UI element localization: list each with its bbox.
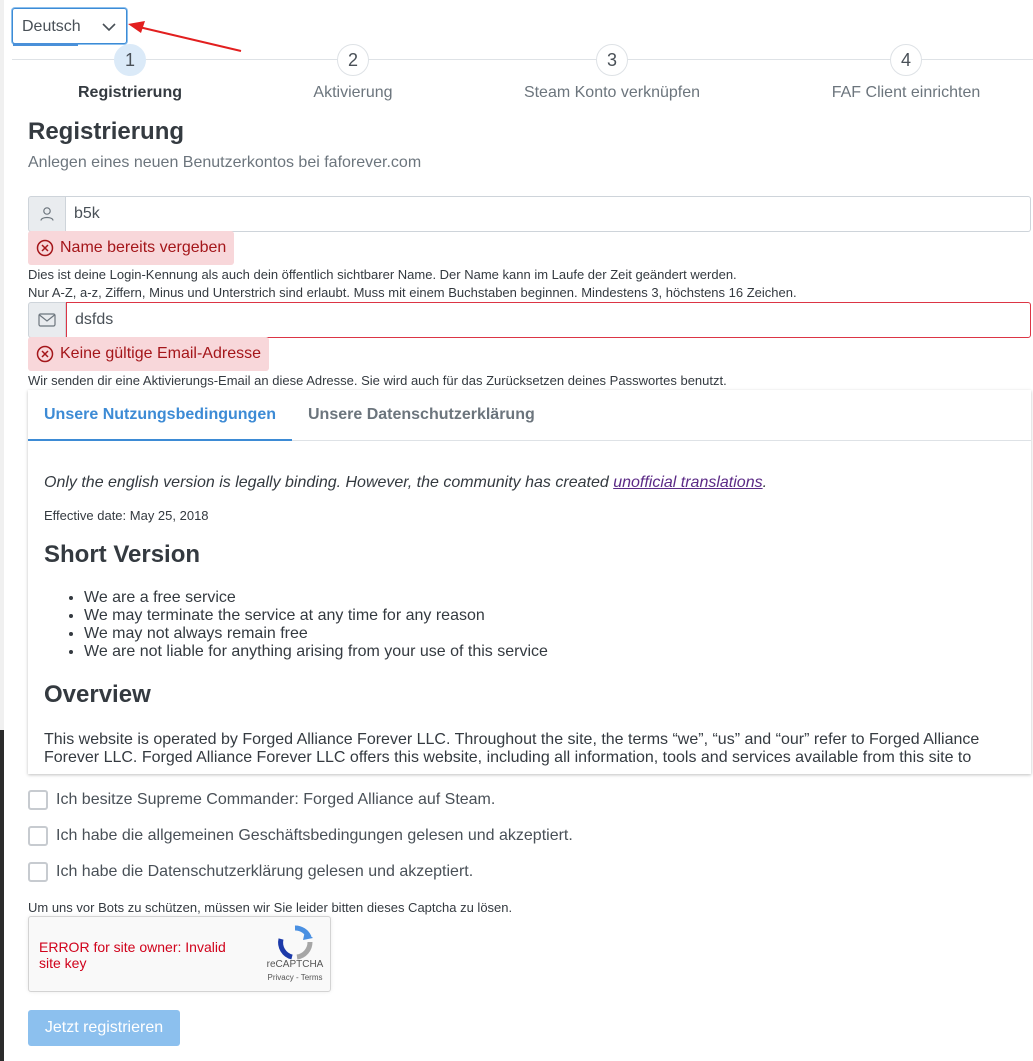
circle-x-icon [36,239,54,257]
step-label: Steam Konto verknüpfen [523,84,701,101]
step-faf-client [806,44,1006,102]
captcha-separator: - [293,973,301,982]
step-registrierung [30,44,230,102]
page-subtitle: Anlegen eines neuen Benutzerkontos bei faforever.com [28,154,422,171]
overview-text: This website is operated by Forged Alliance Forever LLC. Throughout the site, the terms “we”, “us” and “our” refer to Forged Alliance Forever LLC. Forged Alliance Forever LLC offers this website, including all information, tools and services available from this site to [44,731,980,766]
captcha-links [249,973,341,982]
email-addon [28,302,66,338]
background-window-dark-area [0,730,4,1061]
checkbox-box[interactable] [28,826,48,846]
email-input[interactable] [66,302,1031,338]
checkbox-box[interactable] [28,790,48,810]
step-label: Aktivierung [313,84,393,101]
checkbox-label: Ich besitze Supreme Commander: Forged Alliance auf Steam. [56,791,496,808]
email-hint: Wir senden dir eine Aktivierungs-Email an diese Adresse. Sie wird auch für das Zurücksetzen deines Passwortes benutzt. [28,373,727,388]
checkbox-steam[interactable] [28,790,495,810]
username-input[interactable] [66,196,1031,232]
terms-tabs [28,390,1031,441]
checkbox-datenschutz[interactable] [28,862,473,882]
terms-note-prefix: Only the english version is legally binding. However, the community has created [44,474,614,491]
captcha-brand: reCAPTCHA [266,959,324,970]
terms-content [44,474,1004,767]
circle-x-icon [36,345,54,363]
register-button[interactable]: Jetzt registrieren [28,1010,180,1046]
step-number: 4 [890,44,922,76]
username-group [28,196,1031,232]
username-error-text: Name bereits vergeben [60,239,227,256]
overview-heading: Overview [44,681,151,708]
email-error-text: Keine gültige Email-Adresse [60,345,261,362]
step-number: 2 [337,44,369,76]
checkbox-label: Ich habe die Datenschutzerklärung gelesen und akzeptiert. [56,863,474,880]
email-group [28,302,1031,338]
username-hint-1: Dies ist deine Login-Kennung als auch dein öffentlich sichtbarer Name. Der Name kann im Laufe der Zeit geändert werden. [28,267,737,282]
active-tab-indicator [28,439,292,441]
list-item: • We may not always remain free [84,625,1004,643]
unofficial-translations-link[interactable]: unofficial translations [613,474,763,491]
terms-note [44,474,1004,492]
step-number: 1 [114,44,146,76]
list-item: • We are a free service [84,589,1004,607]
tab-datenschutzerklaerung[interactable]: Unsere Datenschutzerklärung [308,406,535,423]
captcha-terms-link[interactable]: Terms [300,973,323,982]
checkbox-agb[interactable] [28,826,573,846]
checkbox-label: Ich habe die allgemeinen Geschäftsbedingungen gelesen und akzeptiert. [56,827,573,844]
username-hint-2: Nur A-Z, a-z, Ziffern, Minus und Unterstrich sind erlaubt. Muss mit einem Buchstaben beginnen. Mindestens 3, höchstens 16 Zeichen. [28,285,797,300]
short-version-heading: Short Version [44,541,201,568]
user-icon [39,206,55,222]
username-addon [28,196,66,232]
step-label: FAF Client einrichten [831,84,981,101]
list-item: • We may terminate the service at any time for any reason [84,607,1004,625]
email-error [28,337,269,371]
recaptcha-widget[interactable] [28,916,331,992]
captcha-error: ERROR for site owner: Invalid site key [39,939,226,971]
step-steam [512,44,712,102]
list-item: • We are not liable for anything arising from your use of this service [84,643,1004,661]
terms-note-suffix: . [762,474,768,491]
step-number: 3 [596,44,628,76]
short-version-list [44,589,1004,661]
effective-date: Effective date: May 25, 2018 [44,508,209,523]
language-select[interactable] [12,8,127,44]
step-label: Registrierung [77,84,182,101]
recaptcha-logo-icon [275,925,315,961]
chevron-down-icon [102,20,116,34]
terms-panel[interactable] [28,390,1031,774]
envelope-icon [38,313,56,327]
username-error [28,231,234,265]
step-aktivierung [253,44,453,102]
checkbox-box[interactable] [28,862,48,882]
language-select-value: Deutsch [22,18,81,35]
captcha-hint: Um uns vor Bots zu schützen, müssen wir Sie leider bitten dieses Captcha zu lösen. [28,900,513,915]
captcha-privacy-link[interactable]: Privacy [267,973,294,982]
page-title: Registrierung [28,118,185,145]
background-window-edge [0,0,4,1061]
tab-nutzungsbedingungen[interactable]: Unsere Nutzungsbedingungen [44,406,276,423]
